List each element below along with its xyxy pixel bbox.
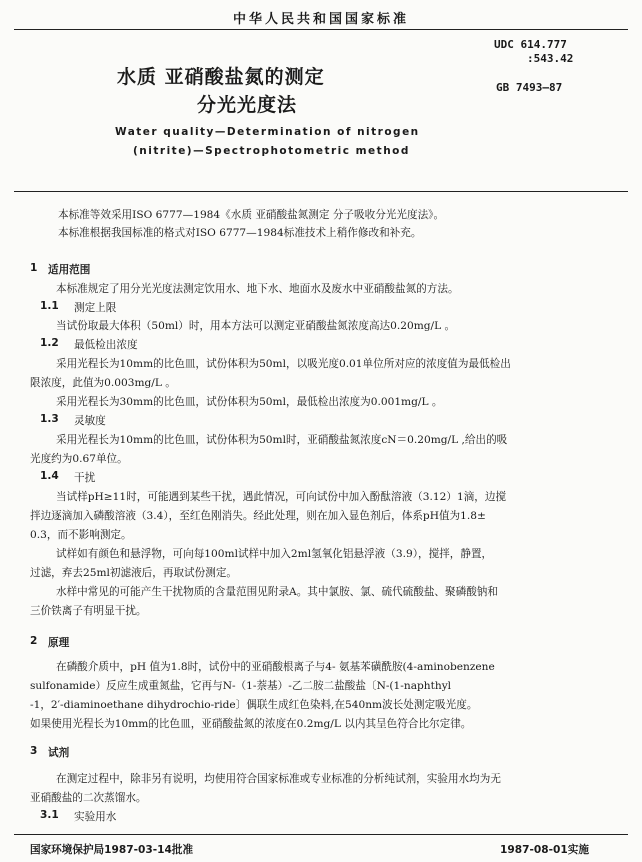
section-1-number: 1 xyxy=(30,262,38,274)
section-2-text-c: -1，2′-diaminoethane dihydrochio-ride〕偶联生成红色染料,在540nm波长处测定吸光度。 xyxy=(30,699,478,711)
section-1-4-text-3a: 水样中常见的可能产生干扰物质的含量范围见附录A。其中氯胺、氯、硫代硫酸盐、聚磷酸钠和 xyxy=(56,586,498,598)
section-1-2-title: 最低检出浓度 xyxy=(74,339,138,351)
section-1-2-text-1a: 采用光程长为10mm的比色皿，试份体积为50ml，以吸光度0.01单位所对应的浓度值为最低检出 xyxy=(56,358,511,370)
section-1-4-text-2a: 试样如有颜色和悬浮物，可向每100ml试样中加入2ml氢氧化铝悬浮液（3.9），搅拌，静置， xyxy=(56,548,493,560)
section-1-3-text-a: 采用光程长为10mm的比色皿，试份体积为50ml时，亚硝酸盐氮浓度cN＝0.20mg/L ,给出的吸 xyxy=(56,434,508,446)
section-1-title: 适用范围 xyxy=(48,264,91,276)
udc-code-line1: UDC 614.777 xyxy=(494,38,567,51)
intro-paragraph-2: 本标准根据我国标准的格式对ISO 6777—1984标准技术上稍作修改和补充。 xyxy=(58,227,422,239)
section-2-text-b: sulfonamide）反应生成重氮盐，它再与N-（1-萘基）-乙二胺二盐酸盐〔N-(1-naphthyl xyxy=(30,680,452,692)
section-1-3-number: 1.3 xyxy=(40,413,59,425)
section-1-4-text-3b: 三价铁离子有明显干扰。 xyxy=(30,605,147,617)
header-rule xyxy=(14,29,628,30)
section-3-1-title: 实验用水 xyxy=(74,811,117,823)
section-3-1-number: 3.1 xyxy=(40,809,59,821)
section-1-2-text-1b: 限浓度，此值为0.003mg/L 。 xyxy=(30,377,176,389)
intro-paragraph-1: 本标准等效采用ISO 6777—1984《水质 亚硝酸盐氮测定 分子吸收分光光度法》。 xyxy=(58,209,445,221)
english-title-line2: (nitrite)—Spectrophotometric method xyxy=(133,145,410,157)
section-3-number: 3 xyxy=(30,745,38,757)
section-1-4-text-2b: 过滤，弃去25ml初滤液后，再取试份测定。 xyxy=(30,567,238,579)
section-1-1-number: 1.1 xyxy=(40,300,59,312)
chinese-title-line1: 水质 亚硝酸盐氮的测定 xyxy=(117,66,325,88)
section-2-text-a: 在磷酸介质中，pH 值为1.8时，试份中的亚硝酸根离子与4- 氨基苯磺酰胺(4-aminobenzene xyxy=(56,661,495,673)
section-1-2-number: 1.2 xyxy=(40,337,59,349)
section-1-2-text-2: 采用光程长为30mm的比色皿，试份体积为50ml，最低检出浓度为0.001mg/L 。 xyxy=(56,396,443,408)
implementation-date: 1987-08-01实施 xyxy=(500,844,589,856)
section-1-3-text-b: 光度约为0.67单位。 xyxy=(30,453,128,465)
section-3-title: 试剂 xyxy=(48,747,70,759)
udc-code-line2: :543.42 xyxy=(527,52,574,65)
english-title-line1: Water quality—Determination of nitrogen xyxy=(115,126,420,138)
section-2-title: 原理 xyxy=(48,637,70,649)
section-3-text-a: 在测定过程中，除非另有说明，均使用符合国家标准或专业标准的分析纯试剂，实验用水均为无 xyxy=(56,773,501,785)
section-1-4-number: 1.4 xyxy=(40,470,59,482)
section-1-1-text: 当试份取最大体积（50ml）时，用本方法可以测定亚硝酸盐氮浓度高达0.20mg/L 。 xyxy=(56,320,456,332)
section-2-number: 2 xyxy=(30,635,38,647)
section-3-text-b: 亚硝酸盐的二次蒸馏水。 xyxy=(30,792,147,804)
section-1-4-text-1b: 拌边逐滴加入磷酸溶液（3.4），至红色刚消失。经此处理，则在加入显色剂后，体系pH值为1.8± xyxy=(30,510,486,522)
footer-rule xyxy=(14,834,628,835)
section-1-3-title: 灵敏度 xyxy=(74,415,106,427)
section-1-4-title: 干扰 xyxy=(74,472,96,484)
chinese-title-line2: 分光光度法 xyxy=(197,94,298,116)
section-1-4-text-1c: 0.3，而不影响测定。 xyxy=(30,529,132,541)
section-2-text-d: 如果使用光程长为10mm的比色皿，亚硝酸盐氮的浓度在0.2mg/L 以内其呈色符合比尔定律。 xyxy=(30,718,472,730)
section-1-1-title: 测定上限 xyxy=(74,302,117,314)
gb-standard-number: GB 7493—87 xyxy=(496,81,563,94)
approval-date: 国家环境保护局1987-03-14批准 xyxy=(30,844,194,856)
section-1-text: 本标准规定了用分光光度法测定饮用水、地下水、地面水及废水中亚硝酸盐氮的方法。 xyxy=(56,283,459,295)
section-1-4-text-1a: 当试样pH≥11时，可能遇到某些干扰，遇此情况，可向试份中加入酚酞溶液（3.12）1滴，边搅 xyxy=(56,491,507,503)
issuing-agency-header: 中华人民共和国国家标准 xyxy=(232,12,409,27)
title-rule xyxy=(14,191,628,192)
